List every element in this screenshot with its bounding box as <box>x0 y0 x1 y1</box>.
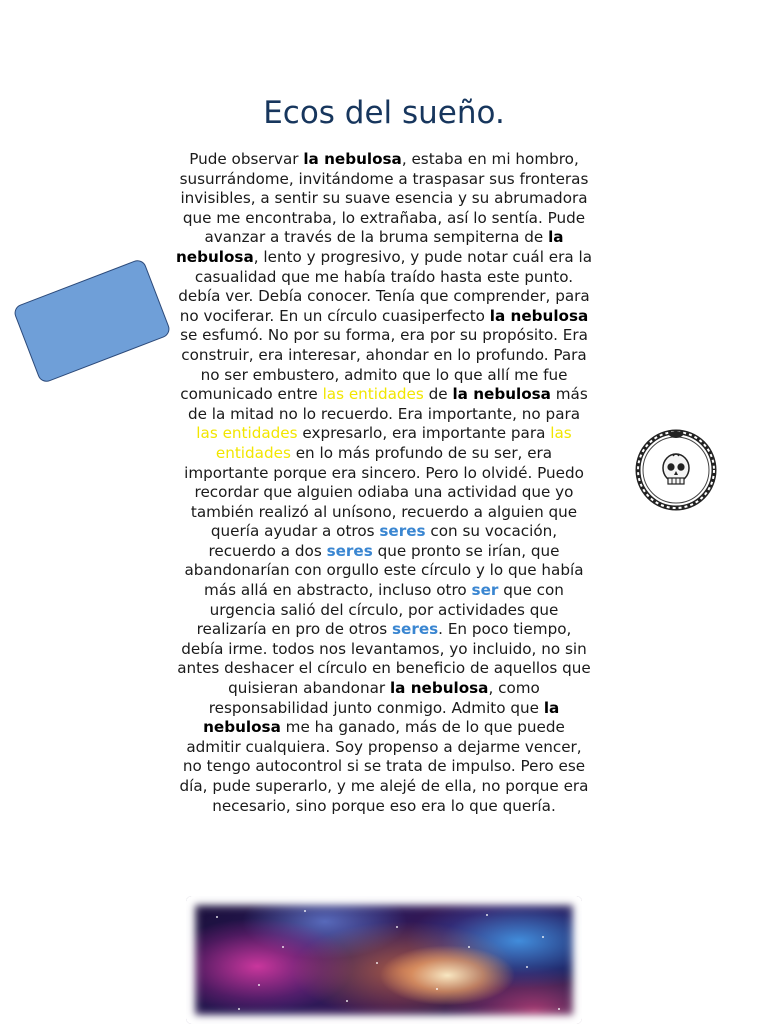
paragraph-text-run: con su vocación, recuerdo a dos <box>208 522 558 560</box>
term-la-nebulosa: la nebulosa <box>303 150 402 168</box>
term-la-nebulosa: la nebulosa <box>176 228 564 266</box>
term-las-entidades: las entidades <box>215 424 572 462</box>
term-las-entidades: las entidades <box>196 424 298 443</box>
galaxy-nebula-image <box>186 896 582 1024</box>
paragraph-text-run: de <box>423 385 453 404</box>
story-paragraph <box>176 150 592 816</box>
term-seres: ser <box>471 581 499 600</box>
paragraph-text-run: que con urgencia salió del círculo, por actividades que realizaría en pro de otros <box>196 581 564 639</box>
page-title: Ecos del sueño. <box>263 95 505 131</box>
paragraph-text-run: Pude observar <box>189 150 304 168</box>
ouroboros-skull-icon <box>630 424 722 516</box>
paragraph-text-run: se esfumó. No por su forma, era por su propósito. Era construir, era interesar, ahondar en lo profundo. Para no ser embustero, admito que lo que allí me fue comunicado entre <box>180 326 588 404</box>
term-seres: seres <box>326 541 373 560</box>
paragraph-text-run: que pronto se irían, que abandonarían con orgullo este círculo y lo que había más allá en abstracto, incluso otro <box>184 541 584 600</box>
term-la-nebulosa: la nebulosa <box>452 385 551 404</box>
term-la-nebulosa: la nebulosa <box>489 306 589 325</box>
term-seres: seres <box>379 522 426 541</box>
paragraph-text-run: expresarlo, era importante para <box>297 424 551 443</box>
term-seres: seres <box>392 620 439 639</box>
term-la-nebulosa: la nebulosa <box>203 698 560 737</box>
term-la-nebulosa: la nebulosa <box>389 679 489 698</box>
paragraph-text-run: más de la mitad no lo recuerdo. Era importante, no para <box>187 385 588 423</box>
blue-rectangle-shape <box>12 258 172 385</box>
paragraph-text-run: . En poco tiempo, debía irme. todos nos levantamos, yo incluido, no sin antes deshacer el círculo en beneficio de aquellos que quisieran abandonar <box>177 620 591 698</box>
paragraph-text-run: , lento y progresivo, y pude notar cuál era la casualidad que me había traído hasta este punto. debía ver. Debía conocer. Tenía que comprender, para no vociferar. En un círculo cuasiperfecto <box>178 247 592 325</box>
paragraph-text-run: me ha ganado, más de lo que puede admitir cualquiera. Soy propenso a dejarme vencer, no tengo autocontrol si se trata de impulso. Pero ese día, pude superarlo, y me alejé de ella, no porque era necesario, sino porque eso era lo que quería. <box>179 718 589 815</box>
term-las-entidades: las entidades <box>322 385 424 404</box>
paragraph-text-run: , como responsabilidad junto conmigo. Admito que <box>208 679 544 717</box>
paragraph-text-run: , estaba en mi hombro, susurrándome, invitándome a traspasar sus fronteras invisibles, a sentir su suave esencia y su abrumadora que me encontraba, lo extrañaba, así lo sentía. Pude avanzar a través de la bruma sempiterna de <box>179 150 589 247</box>
paragraph-text-run: en lo más profundo de su ser, era importante porque era sincero. Pero lo olvidé. Puedo recordar que alguien odiaba una actividad que yo también realizó al unísono, recuerdo a alguien que quería ayudar a otros <box>184 443 584 541</box>
